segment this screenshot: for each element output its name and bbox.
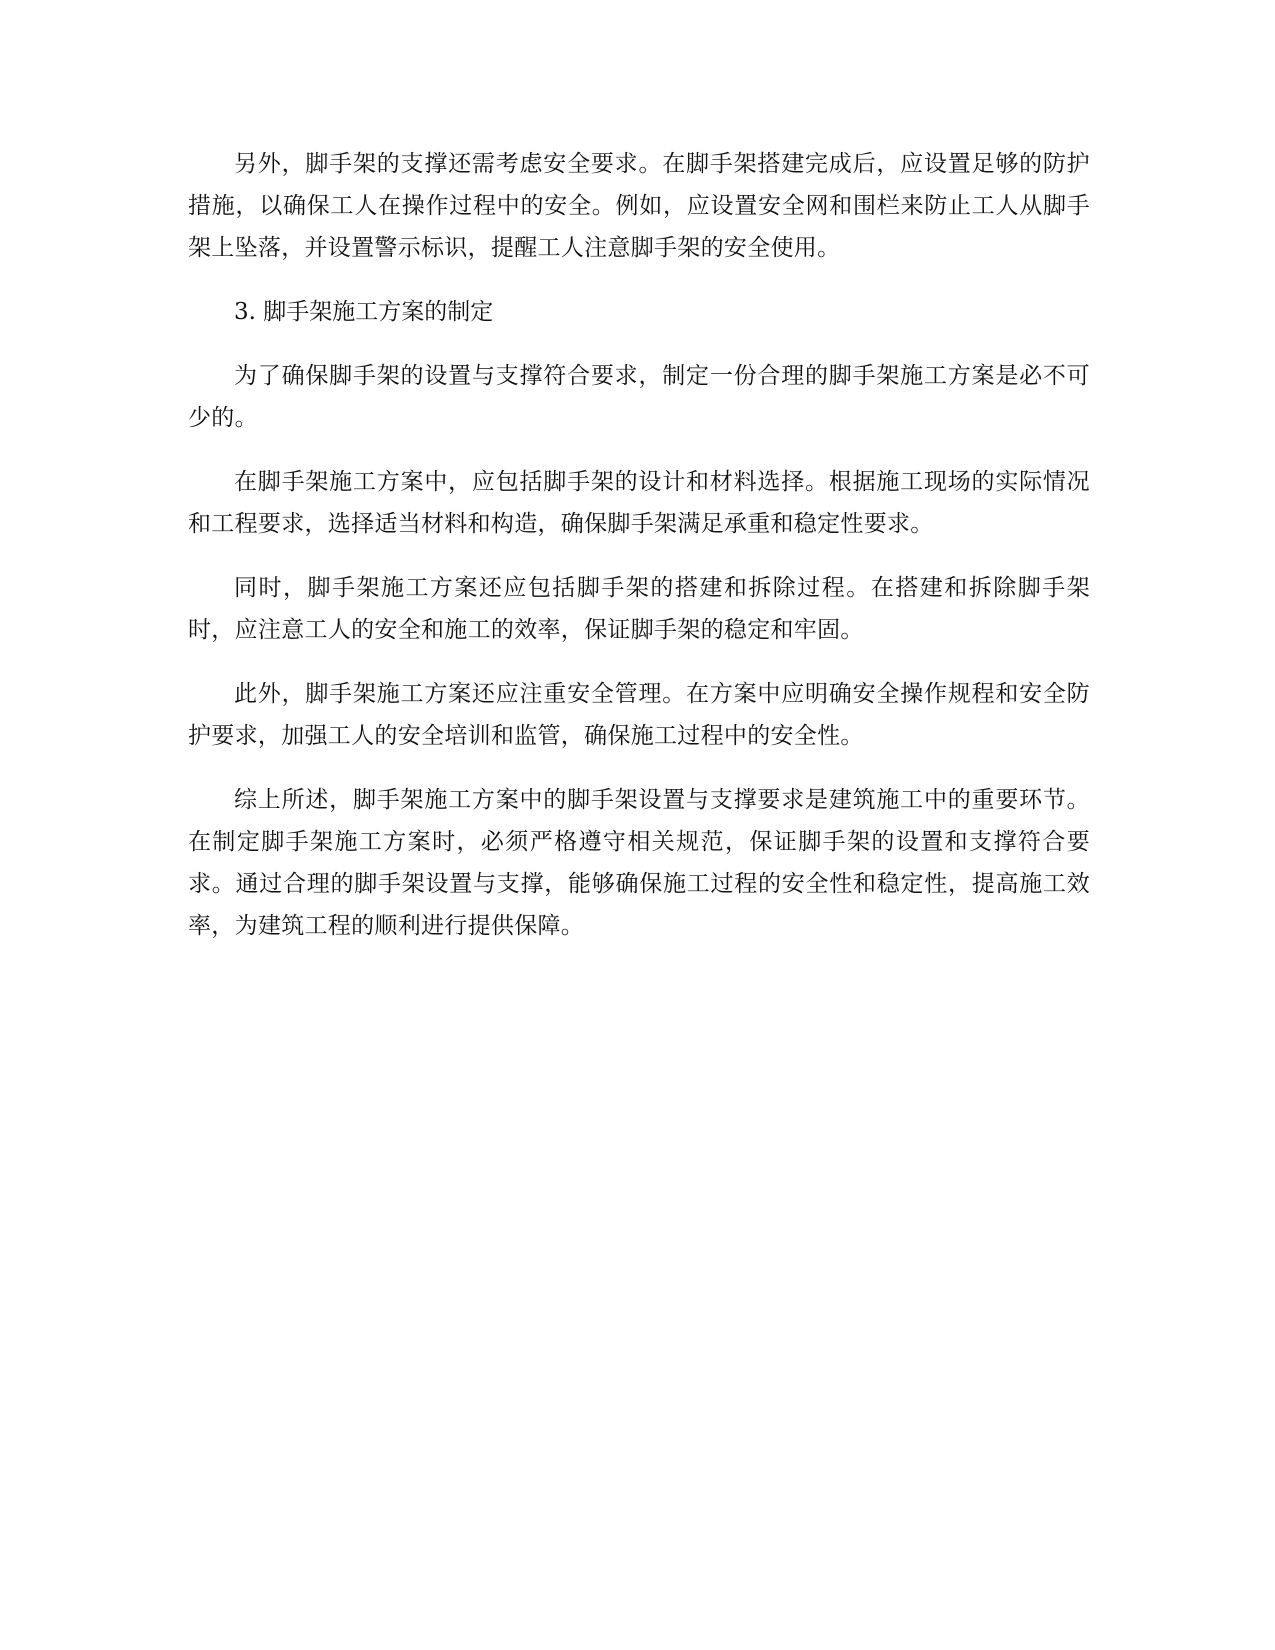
paragraph-erection-removal: 同时，脚手架施工方案还应包括脚手架的搭建和拆除过程。在搭建和拆除脚手架时，应注意工人的安全和施工的效率，保证脚手架的稳定和牢固。 bbox=[188, 575, 1090, 643]
paragraph-safety-management: 此外，脚手架施工方案还应注重安全管理。在方案中应明确安全操作规程和安全防护要求，加强工人的安全培训和监管，确保施工过程中的安全性。 bbox=[188, 681, 1090, 749]
document-body bbox=[188, 143, 1090, 969]
section-heading-plan: 3. 脚手架施工方案的制定 bbox=[234, 299, 494, 325]
paragraph-plan-intro: 为了确保脚手架的设置与支撑符合要求，制定一份合理的脚手架施工方案是必不可少的。 bbox=[188, 363, 1090, 431]
paragraph-conclusion: 综上所述，脚手架施工方案中的脚手架设置与支撑要求是建筑施工中的重要环节。在制定脚手架施工方案时，必须严格遵守相关规范，保证脚手架的设置和支撑符合要求。通过合理的脚手架设置与支撑，能够确保施工过程的安全性和稳定性，提高施工效率，为建筑工程的顺利进行提供保障。 bbox=[188, 787, 1090, 939]
paragraph-safety-requirements: 另外，脚手架的支撑还需考虑安全要求。在脚手架搭建完成后，应设置足够的防护措施，以确保工人在操作过程中的安全。例如，应设置安全网和围栏来防止工人从脚手架上坠落，并设置警示标识，提醒工人注意脚手架的安全使用。 bbox=[188, 151, 1090, 261]
paragraph-design-materials: 在脚手架施工方案中，应包括脚手架的设计和材料选择。根据施工现场的实际情况和工程要求，选择适当材料和构造，确保脚手架满足承重和稳定性要求。 bbox=[188, 469, 1090, 537]
